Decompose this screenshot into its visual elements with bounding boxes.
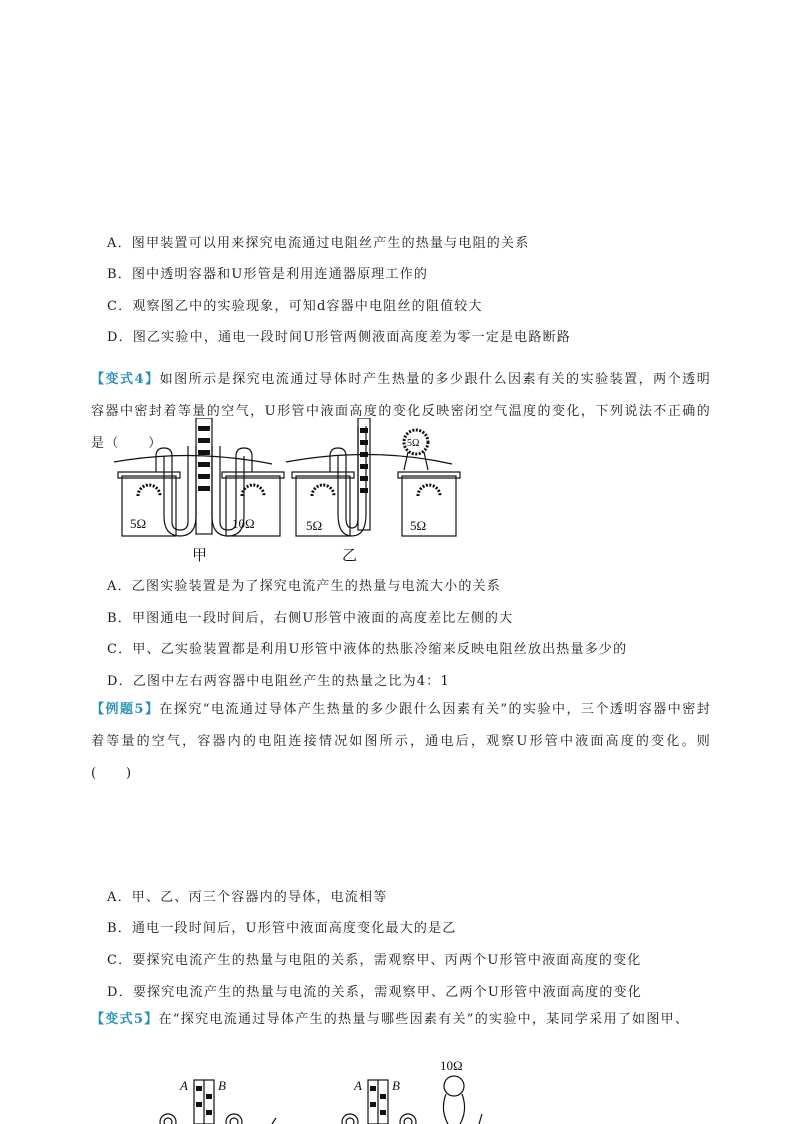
- fig-yi-top-resistor: 5Ω: [407, 438, 420, 449]
- q4-option-a: A．图甲装置可以用来探究电流通过电阻丝产生的热量与电阻的关系: [107, 236, 530, 251]
- q4-option-b: B．图中透明容器和U形管是利用连通器原理工作的: [107, 267, 429, 282]
- example5-option-d: D．要探究电流产生的热量与电流的关系，需观察甲、乙两个U形管中液面高度的变化: [107, 985, 642, 1000]
- variant4-text: 如图所示是探究电流通过导体时产生热量的多少跟什么因素有关的实验装置，两个透明容器中密封着等量的空气，U形管中液面高度的变化反映密闭空气温度的变化，下列说法不正确的是（ ）: [91, 372, 711, 451]
- fig-jia-right-resistor: 10Ω: [232, 516, 255, 531]
- fig-caption-jia: 甲: [192, 546, 208, 564]
- variant5-figure: [150, 1058, 490, 1124]
- example5-tag: 【例题5】: [91, 702, 160, 717]
- fig5-label-a1: A: [180, 1078, 188, 1093]
- variant5-stem: [91, 1004, 711, 1036]
- variant4-option-a: A．乙图实验装置是为了探究电流产生的热量与电流大小的关系: [107, 579, 501, 594]
- variant4-option-c: C．甲、乙实验装置都是利用U形管中液体的热胀冷缩来反映电阻丝放出热量多少的: [107, 642, 628, 657]
- example5-stem: [91, 694, 711, 790]
- fig5-resistor: 10Ω: [440, 1058, 463, 1073]
- fig5-label-b2: B: [392, 1078, 400, 1093]
- example5-text: 在探究“电流通过导体产生热量的多少跟什么因素有关”的实验中，三个透明容器中密封着等量的空气，容器内的电阻连接情况如图所示，通电后，观察U形管中液面高度的变化。则( ): [91, 702, 712, 781]
- fig5-label-a2: A: [354, 1078, 362, 1093]
- variant4-tag: 【变式4】: [91, 372, 160, 387]
- fig-caption-yi: 乙: [342, 546, 358, 564]
- fig-jia-left-resistor: 5Ω: [130, 516, 147, 531]
- variant4-option-d: D．乙图中左右两容器中电阻丝产生的热量之比为4：1: [107, 674, 450, 689]
- fig-yi-left-resistor: 5Ω: [306, 518, 323, 533]
- variant4-figure: [112, 418, 472, 568]
- variant5-text: 在“探究电流通过导体产生的热量与哪些因素有关”的实验中，某同学采用了如图甲、: [158, 1012, 690, 1027]
- variant4-option-b: B．甲图通电一段时间后，右侧U形管中液面的高度差比左侧的大: [107, 611, 514, 626]
- fig5-label-b1: B: [218, 1078, 226, 1093]
- q4-option-c: C．观察图乙中的实验现象，可知d容器中电阻丝的阻值较大: [107, 299, 483, 314]
- example5-option-c: C．要探究电流产生的热量与电阻的关系，需观察甲、丙两个U形管中液面高度的变化: [107, 953, 642, 968]
- variant5-tag: 【变式5】: [91, 1012, 159, 1027]
- fig-yi-right-resistor: 5Ω: [410, 518, 427, 533]
- example5-option-a: A．甲、乙、丙三个容器内的导体，电流相等: [107, 890, 388, 905]
- q4-option-d: D．图乙实验中，通电一段时间U形管两侧液面高度差为零一定是电路断路: [107, 330, 571, 345]
- example5-option-b: B．通电一段时间后，U形管中液面高度变化最大的是乙: [107, 921, 457, 936]
